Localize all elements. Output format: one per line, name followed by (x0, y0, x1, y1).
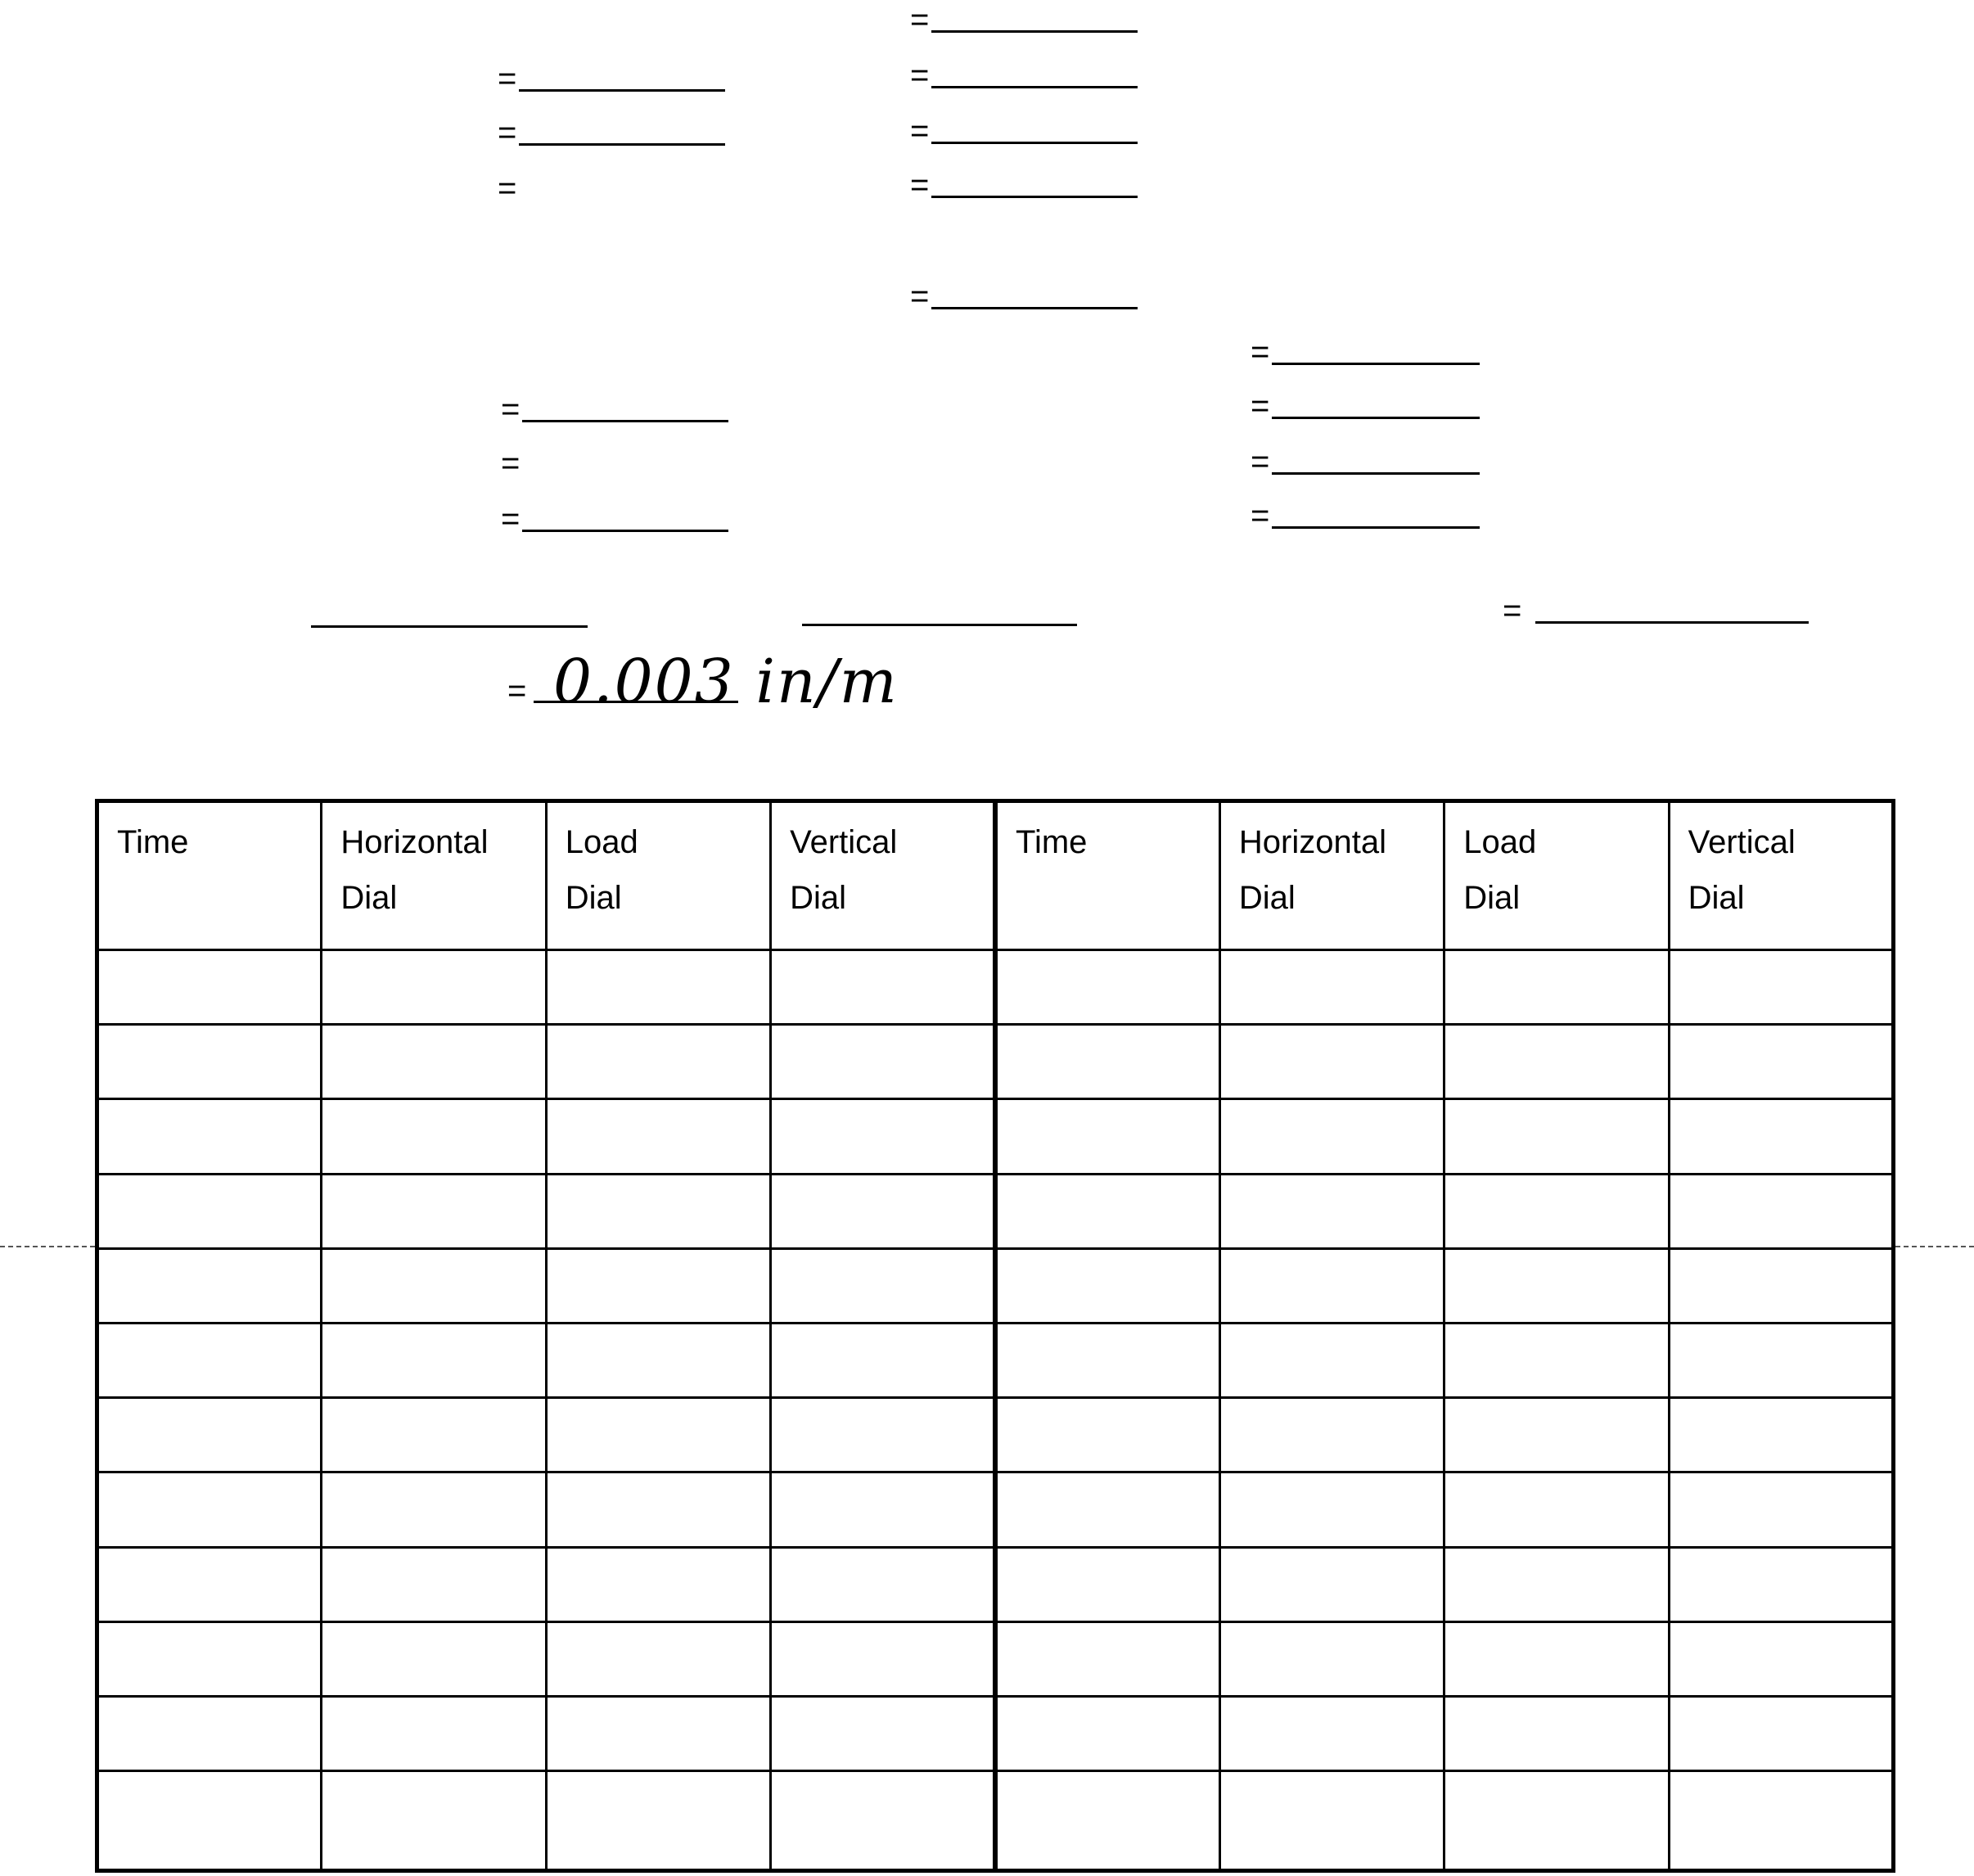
table-cell[interactable] (97, 1025, 322, 1099)
table-cell[interactable] (546, 1248, 770, 1323)
table-cell[interactable] (1669, 1324, 1893, 1398)
table-cell[interactable] (1669, 1174, 1893, 1248)
table-cell[interactable] (322, 1174, 546, 1248)
column-header-time: Time (995, 801, 1219, 950)
scan-artifact-line (1895, 1246, 1974, 1247)
table-row (97, 1248, 1894, 1323)
table-cell[interactable] (771, 1174, 995, 1248)
table-cell[interactable] (771, 1621, 995, 1696)
blank-field[interactable] (910, 39, 1138, 93)
table-cell[interactable] (1669, 1472, 1893, 1547)
equals-sign: = (910, 278, 930, 314)
table-cell[interactable] (995, 1547, 1219, 1621)
table-header-row (97, 801, 1894, 950)
blank-field[interactable] (910, 149, 1138, 203)
table-cell[interactable] (995, 1025, 1219, 1099)
table-cell[interactable] (1219, 1174, 1444, 1248)
blank-field[interactable] (498, 43, 725, 97)
table-cell[interactable] (322, 1025, 546, 1099)
blank-line[interactable] (1272, 472, 1480, 475)
table-row (97, 1697, 1894, 1771)
blank-line[interactable] (1272, 417, 1480, 419)
table-cell[interactable] (322, 1771, 546, 1871)
table-cell[interactable] (546, 1547, 770, 1621)
table-cell[interactable] (1219, 1025, 1444, 1099)
table-cell[interactable] (546, 1621, 770, 1696)
blank-field[interactable] (1251, 426, 1480, 480)
blank-line[interactable] (931, 142, 1138, 144)
equals-sign: = (910, 113, 930, 149)
equals-sign: = (507, 673, 527, 709)
table-cell[interactable] (97, 1621, 322, 1696)
equals-sign: = (501, 391, 521, 427)
blank-line[interactable] (931, 86, 1138, 88)
table-cell[interactable] (1669, 1547, 1893, 1621)
equals-sign: = (1503, 593, 1522, 629)
table-row (97, 1324, 1894, 1398)
equals-sign: = (1251, 444, 1270, 480)
table-cell[interactable] (322, 1248, 546, 1323)
table-cell[interactable] (1444, 1472, 1669, 1547)
blank-line[interactable] (1535, 621, 1809, 624)
table-cell[interactable] (995, 1771, 1219, 1871)
blank-line[interactable] (1272, 526, 1480, 529)
table-cell[interactable] (771, 1472, 995, 1547)
table-cell[interactable] (1444, 1547, 1669, 1621)
table-cell[interactable] (995, 1324, 1219, 1398)
table-cell[interactable] (1669, 1248, 1893, 1323)
table-cell[interactable] (322, 1398, 546, 1472)
table-row (97, 1771, 1894, 1871)
blank-line[interactable] (931, 30, 1138, 33)
table-cell[interactable] (771, 1547, 995, 1621)
blank-field[interactable] (501, 483, 728, 537)
table-cell[interactable] (97, 1099, 322, 1174)
table-cell[interactable] (1444, 950, 1669, 1025)
table-cell[interactable] (1669, 1099, 1893, 1174)
table-cell[interactable] (1444, 1621, 1669, 1696)
table-cell[interactable] (1219, 1621, 1444, 1696)
result-field (507, 655, 540, 709)
table-cell[interactable] (322, 1099, 546, 1174)
table-cell[interactable] (995, 1621, 1219, 1696)
table-cell[interactable] (97, 1697, 322, 1771)
table-cell[interactable] (1219, 1099, 1444, 1174)
table-cell[interactable] (995, 1248, 1219, 1323)
dial-readings-table (95, 799, 1895, 1873)
blank-line[interactable] (931, 196, 1138, 198)
equals-sign: = (501, 501, 521, 537)
table-cell[interactable] (771, 1324, 995, 1398)
equals-sign: = (910, 167, 930, 203)
column-header-horizontal-dial: Horizontal Dial (322, 801, 546, 950)
table-cell[interactable] (995, 950, 1219, 1025)
table-cell[interactable] (1219, 1697, 1444, 1771)
table-row (97, 950, 1894, 1025)
table-cell[interactable] (546, 1771, 770, 1871)
table-cell[interactable] (322, 950, 546, 1025)
table-cell[interactable] (322, 1324, 546, 1398)
equals-only-field (501, 427, 534, 481)
table-cell[interactable] (1444, 1025, 1669, 1099)
blank-line[interactable] (522, 530, 728, 532)
table-cell[interactable] (322, 1472, 546, 1547)
equals-sign: = (498, 170, 517, 206)
column-header-vertical-dial: Vertical Dial (771, 801, 995, 950)
equals-sign: = (498, 115, 517, 151)
equals-sign: = (1251, 334, 1270, 370)
table-cell[interactable] (771, 1248, 995, 1323)
column-header-horizontal-dial: Horizontal Dial (1219, 801, 1444, 950)
table-cell[interactable] (1444, 1697, 1669, 1771)
table-row (97, 1025, 1894, 1099)
table-cell[interactable] (1669, 1697, 1893, 1771)
table-cell[interactable] (771, 1697, 995, 1771)
column-header-load-dial: Load Dial (546, 801, 770, 950)
table-cell[interactable] (97, 1324, 322, 1398)
table-cell[interactable] (1669, 1398, 1893, 1472)
table-cell[interactable] (322, 1621, 546, 1696)
table-row (97, 1174, 1894, 1248)
blank-field[interactable] (910, 260, 1138, 314)
table-cell[interactable] (771, 1025, 995, 1099)
table-cell[interactable] (995, 1398, 1219, 1472)
table-row (97, 1099, 1894, 1174)
table-cell[interactable] (97, 1771, 322, 1871)
table-cell[interactable] (771, 950, 995, 1025)
equals-sign: = (1251, 498, 1270, 534)
blank-line[interactable] (519, 89, 725, 92)
table-cell[interactable] (1219, 1398, 1444, 1472)
handwritten-result: 0.003 in/m (553, 647, 899, 717)
table-cell[interactable] (1669, 1771, 1893, 1871)
table-cell[interactable] (771, 1771, 995, 1871)
blank-line[interactable] (311, 625, 588, 628)
table-cell[interactable] (97, 1174, 322, 1248)
table-cell[interactable] (1219, 1472, 1444, 1547)
table-cell[interactable] (97, 1398, 322, 1472)
table-cell[interactable] (995, 1697, 1219, 1771)
table-row (97, 1472, 1894, 1547)
table-cell[interactable] (546, 1697, 770, 1771)
table-cell[interactable] (995, 1174, 1219, 1248)
blank-line[interactable] (519, 143, 725, 146)
table-cell[interactable] (1219, 1248, 1444, 1323)
blank-field[interactable] (498, 97, 725, 151)
column-header-vertical-dial: Vertical Dial (1669, 801, 1893, 950)
equals-sign: = (501, 445, 521, 481)
table-cell[interactable] (1444, 1324, 1669, 1398)
table-cell[interactable] (1669, 1025, 1893, 1099)
equals-sign: = (1251, 388, 1270, 424)
table-row (97, 1621, 1894, 1696)
column-header-time: Time (97, 801, 322, 950)
table-cell[interactable] (995, 1472, 1219, 1547)
blank-line[interactable] (522, 420, 728, 422)
table-row (97, 1398, 1894, 1472)
table-cell[interactable] (322, 1547, 546, 1621)
blank-field[interactable] (501, 373, 728, 427)
table-cell[interactable] (1669, 950, 1893, 1025)
table-cell[interactable] (546, 1324, 770, 1398)
table-cell[interactable] (1219, 1324, 1444, 1398)
table-cell[interactable] (546, 1099, 770, 1174)
table-cell[interactable] (97, 950, 322, 1025)
blank-field[interactable] (1503, 575, 1809, 629)
table-row (97, 1547, 1894, 1621)
table-cell[interactable] (1219, 950, 1444, 1025)
table-cell[interactable] (1444, 1771, 1669, 1871)
table-cell[interactable] (546, 1472, 770, 1547)
equals-sign: = (910, 57, 930, 93)
blank-line[interactable] (1272, 363, 1480, 365)
scan-artifact-line (0, 1246, 95, 1247)
blank-field[interactable] (1251, 316, 1480, 370)
table-cell[interactable] (1444, 1174, 1669, 1248)
blank-line[interactable] (931, 307, 1138, 309)
blank-field[interactable] (1251, 480, 1480, 534)
table-cell[interactable] (546, 950, 770, 1025)
blank-line[interactable] (802, 624, 1077, 626)
table-cell[interactable] (995, 1099, 1219, 1174)
table-cell[interactable] (771, 1099, 995, 1174)
table-cell[interactable] (1444, 1398, 1669, 1472)
blank-field[interactable] (1251, 370, 1480, 424)
table-cell[interactable] (771, 1398, 995, 1472)
equals-only-field (498, 152, 530, 206)
equals-sign: = (910, 2, 930, 38)
table-cell[interactable] (1444, 1099, 1669, 1174)
table-cell[interactable] (97, 1472, 322, 1547)
table-cell[interactable] (97, 1547, 322, 1621)
equals-sign: = (498, 61, 517, 97)
table-cell[interactable] (546, 1398, 770, 1472)
table-cell[interactable] (1669, 1621, 1893, 1696)
table-cell[interactable] (322, 1697, 546, 1771)
table-cell[interactable] (546, 1025, 770, 1099)
column-header-load-dial: Load Dial (1444, 801, 1669, 950)
table-body (97, 950, 1894, 1871)
blank-field[interactable] (910, 95, 1138, 149)
table-cell[interactable] (546, 1174, 770, 1248)
table-cell[interactable] (1219, 1771, 1444, 1871)
table-cell[interactable] (1219, 1547, 1444, 1621)
table-cell[interactable] (97, 1248, 322, 1323)
blank-field[interactable] (910, 0, 1138, 38)
table-cell[interactable] (1444, 1248, 1669, 1323)
